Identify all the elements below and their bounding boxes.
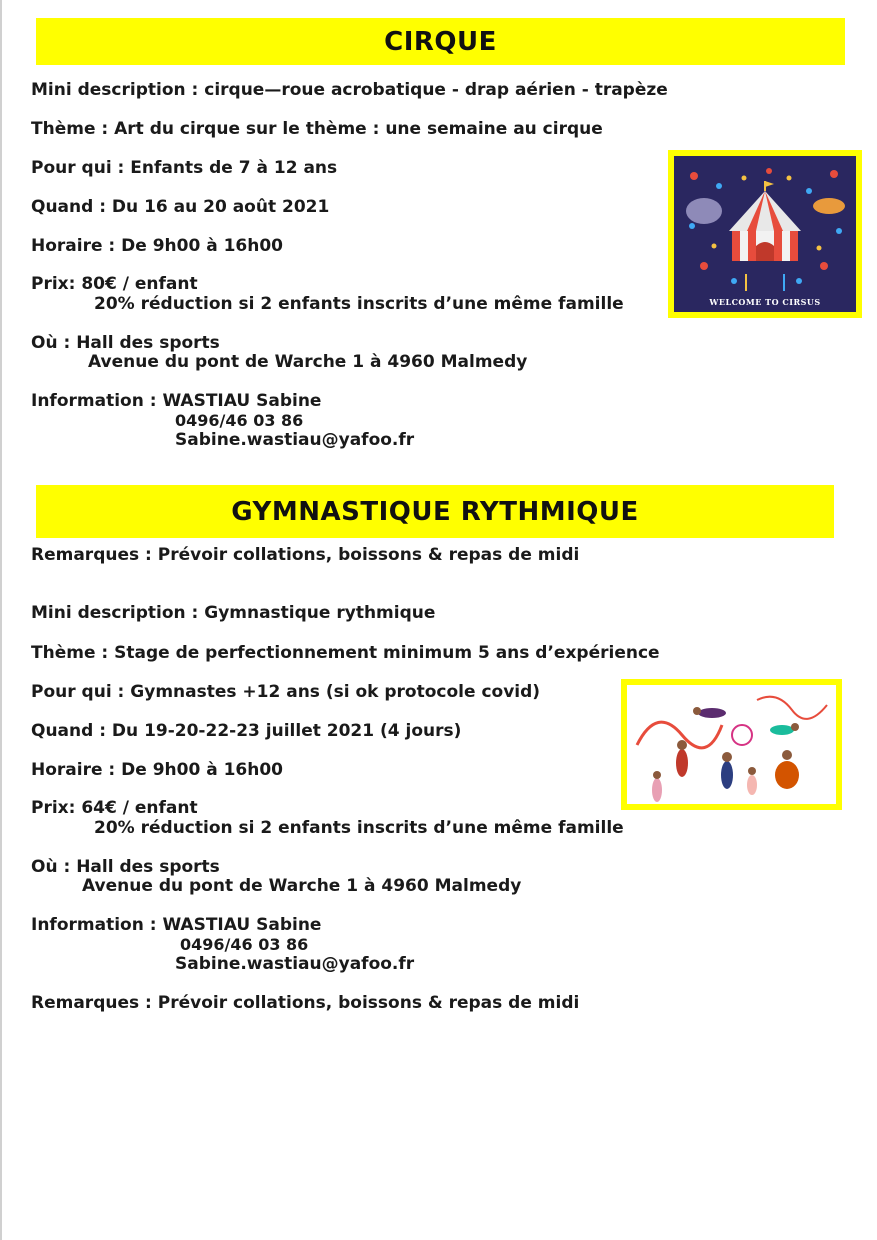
- gym-mini-description: Mini description : Gymnastique rythmique: [31, 603, 436, 623]
- gym-remarques-top: Remarques : Prévoir collations, boissons & repas de midi: [31, 545, 580, 565]
- circus-image-caption: WELCOME TO CIRSUS: [709, 297, 821, 307]
- cirque-title: CIRQUE: [384, 26, 497, 57]
- cirque-ou-adresse: Avenue du pont de Warche 1 à 4960 Malmedy: [88, 352, 528, 372]
- cirque-quand: Quand : Du 16 au 20 août 2021: [31, 197, 330, 217]
- cirque-title-banner: [36, 18, 845, 65]
- cirque-mini-description: Mini description : cirque—roue acrobatique - drap aérien - trapèze: [31, 80, 668, 100]
- cirque-phone: 0496/46 03 86: [175, 411, 304, 430]
- gym-ou-adresse: Avenue du pont de Warche 1 à 4960 Malmedy: [82, 876, 522, 896]
- gymnasts-illustration: [627, 685, 836, 804]
- gym-prix: Prix: 64€ / enfant: [31, 798, 198, 818]
- circus-tent-illustration: [674, 156, 856, 312]
- gym-theme: Thème : Stage de perfectionnement minimum 5 ans d’expérience: [31, 643, 660, 663]
- gym-prix-reduction: 20% réduction si 2 enfants inscrits d’une même famille: [94, 818, 624, 838]
- gym-title: GYMNASTIQUE RYTHMIQUE: [231, 496, 639, 527]
- cirque-ou: Où : Hall des sports: [31, 333, 220, 353]
- gym-title-banner: [36, 485, 834, 538]
- gym-phone: 0496/46 03 86: [180, 935, 309, 954]
- gym-horaire: Horaire : De 9h00 à 16h00: [31, 760, 284, 780]
- gym-ou: Où : Hall des sports: [31, 857, 220, 877]
- gym-email: Sabine.wastiau@yafoo.fr: [175, 954, 415, 974]
- cirque-prix: Prix: 80€ / enfant: [31, 274, 198, 294]
- cirque-theme: Thème : Art du cirque sur le thème : une semaine au cirque: [31, 119, 603, 139]
- cirque-prix-reduction: 20% réduction si 2 enfants inscrits d’une même famille: [94, 294, 624, 314]
- circus-image: [668, 150, 862, 318]
- gym-pour-qui: Pour qui : Gymnastes +12 ans (si ok protocole covid): [31, 682, 541, 702]
- page-left-border: [0, 0, 2, 1240]
- cirque-pour-qui: Pour qui : Enfants de 7 à 12 ans: [31, 158, 338, 178]
- cirque-information: Information : WASTIAU Sabine: [31, 391, 322, 411]
- gymnastics-image: [621, 679, 842, 810]
- cirque-email: Sabine.wastiau@yafoo.fr: [175, 430, 415, 450]
- gym-information: Information : WASTIAU Sabine: [31, 915, 322, 935]
- gym-quand: Quand : Du 19-20-22-23 juillet 2021 (4 jours): [31, 721, 462, 741]
- cirque-horaire: Horaire : De 9h00 à 16h00: [31, 236, 284, 256]
- gym-remarques-bottom: Remarques : Prévoir collations, boissons & repas de midi: [31, 993, 580, 1013]
